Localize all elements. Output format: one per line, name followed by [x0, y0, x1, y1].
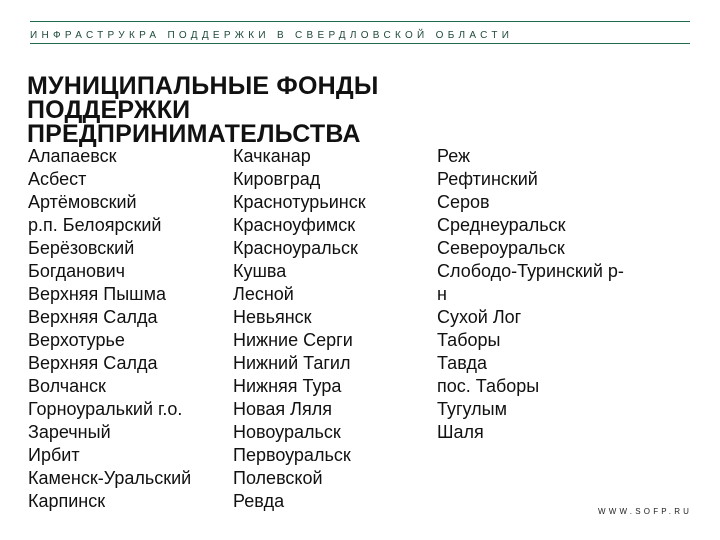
list-item: Горноуралький г.о.	[28, 399, 183, 419]
list-item: Лесной	[233, 284, 294, 304]
page-title	[27, 74, 467, 146]
list-item: Таборы	[437, 330, 501, 350]
municipality-list-column-1	[28, 145, 191, 513]
list-item: Североуральск	[437, 238, 565, 258]
list-item: Верхняя Пышма	[28, 284, 166, 304]
list-item: Краснотурьинск	[233, 192, 366, 212]
list-item: Невьянск	[233, 307, 312, 327]
list-item: Реж	[437, 146, 471, 166]
top-divider	[30, 21, 690, 22]
list-item: Богданович	[28, 261, 126, 281]
title-line-1: МУНИЦИПАЛЬНЫЕ ФОНДЫ	[27, 72, 379, 100]
list-item: р.п. Белоярский	[28, 215, 162, 235]
municipality-list-column-3	[437, 145, 624, 444]
list-item: Слободо-Туринский р-	[437, 261, 624, 281]
list-item: Новая Ляля	[233, 399, 332, 419]
footer-url: WWW.SOFP.RU	[598, 507, 693, 516]
list-item: Первоуральск	[233, 445, 351, 465]
list-item: Асбест	[28, 169, 87, 189]
list-item: Нижний Тагил	[233, 353, 351, 373]
list-item: Серов	[437, 192, 490, 212]
list-item: Нижние Серги	[233, 330, 353, 350]
list-item: пос. Таборы	[437, 376, 540, 396]
list-item: Карпинск	[28, 491, 106, 511]
list-item: Рефтинский	[437, 169, 538, 189]
list-item: Среднеуральск	[437, 215, 566, 235]
title-line-3: ПРЕДПРИНИМАТЕЛЬСТВА	[27, 120, 361, 148]
list-item: Кушва	[233, 261, 287, 281]
header-caption: ИНФРАСТРУКРА ПОДДЕРЖКИ В СВЕРДЛОВСКОЙ ОБЛАСТИ	[30, 30, 514, 41]
list-item: н	[437, 284, 447, 304]
list-item: Верхняя Салда	[28, 307, 158, 327]
list-item: Берёзовский	[28, 238, 135, 258]
list-item: Ревда	[233, 491, 285, 511]
list-item: Заречный	[28, 422, 111, 442]
list-item: Верхотурье	[28, 330, 125, 350]
list-item: Алапаевск	[28, 146, 117, 166]
list-item: Полевской	[233, 468, 323, 488]
list-item: Кировград	[233, 169, 321, 189]
list-item: Волчанск	[28, 376, 106, 396]
list-item: Шаля	[437, 422, 484, 442]
list-item: Новоуральск	[233, 422, 341, 442]
list-item: Красноуральск	[233, 238, 358, 258]
title-line-2: ПОДДЕРЖКИ	[27, 96, 191, 124]
municipality-list-column-2	[233, 145, 366, 513]
list-item: Нижняя Тура	[233, 376, 342, 396]
list-item: Ирбит	[28, 445, 80, 465]
list-item: Артёмовский	[28, 192, 137, 212]
list-item: Тугулым	[437, 399, 507, 419]
list-item: Каменск-Уральский	[28, 468, 192, 488]
bottom-divider	[30, 43, 690, 44]
list-item: Качканар	[233, 146, 311, 166]
list-item: Тавда	[437, 353, 488, 373]
list-item: Верхняя Салда	[28, 353, 158, 373]
list-item: Красноуфимск	[233, 215, 356, 235]
list-item: Сухой Лог	[437, 307, 522, 327]
